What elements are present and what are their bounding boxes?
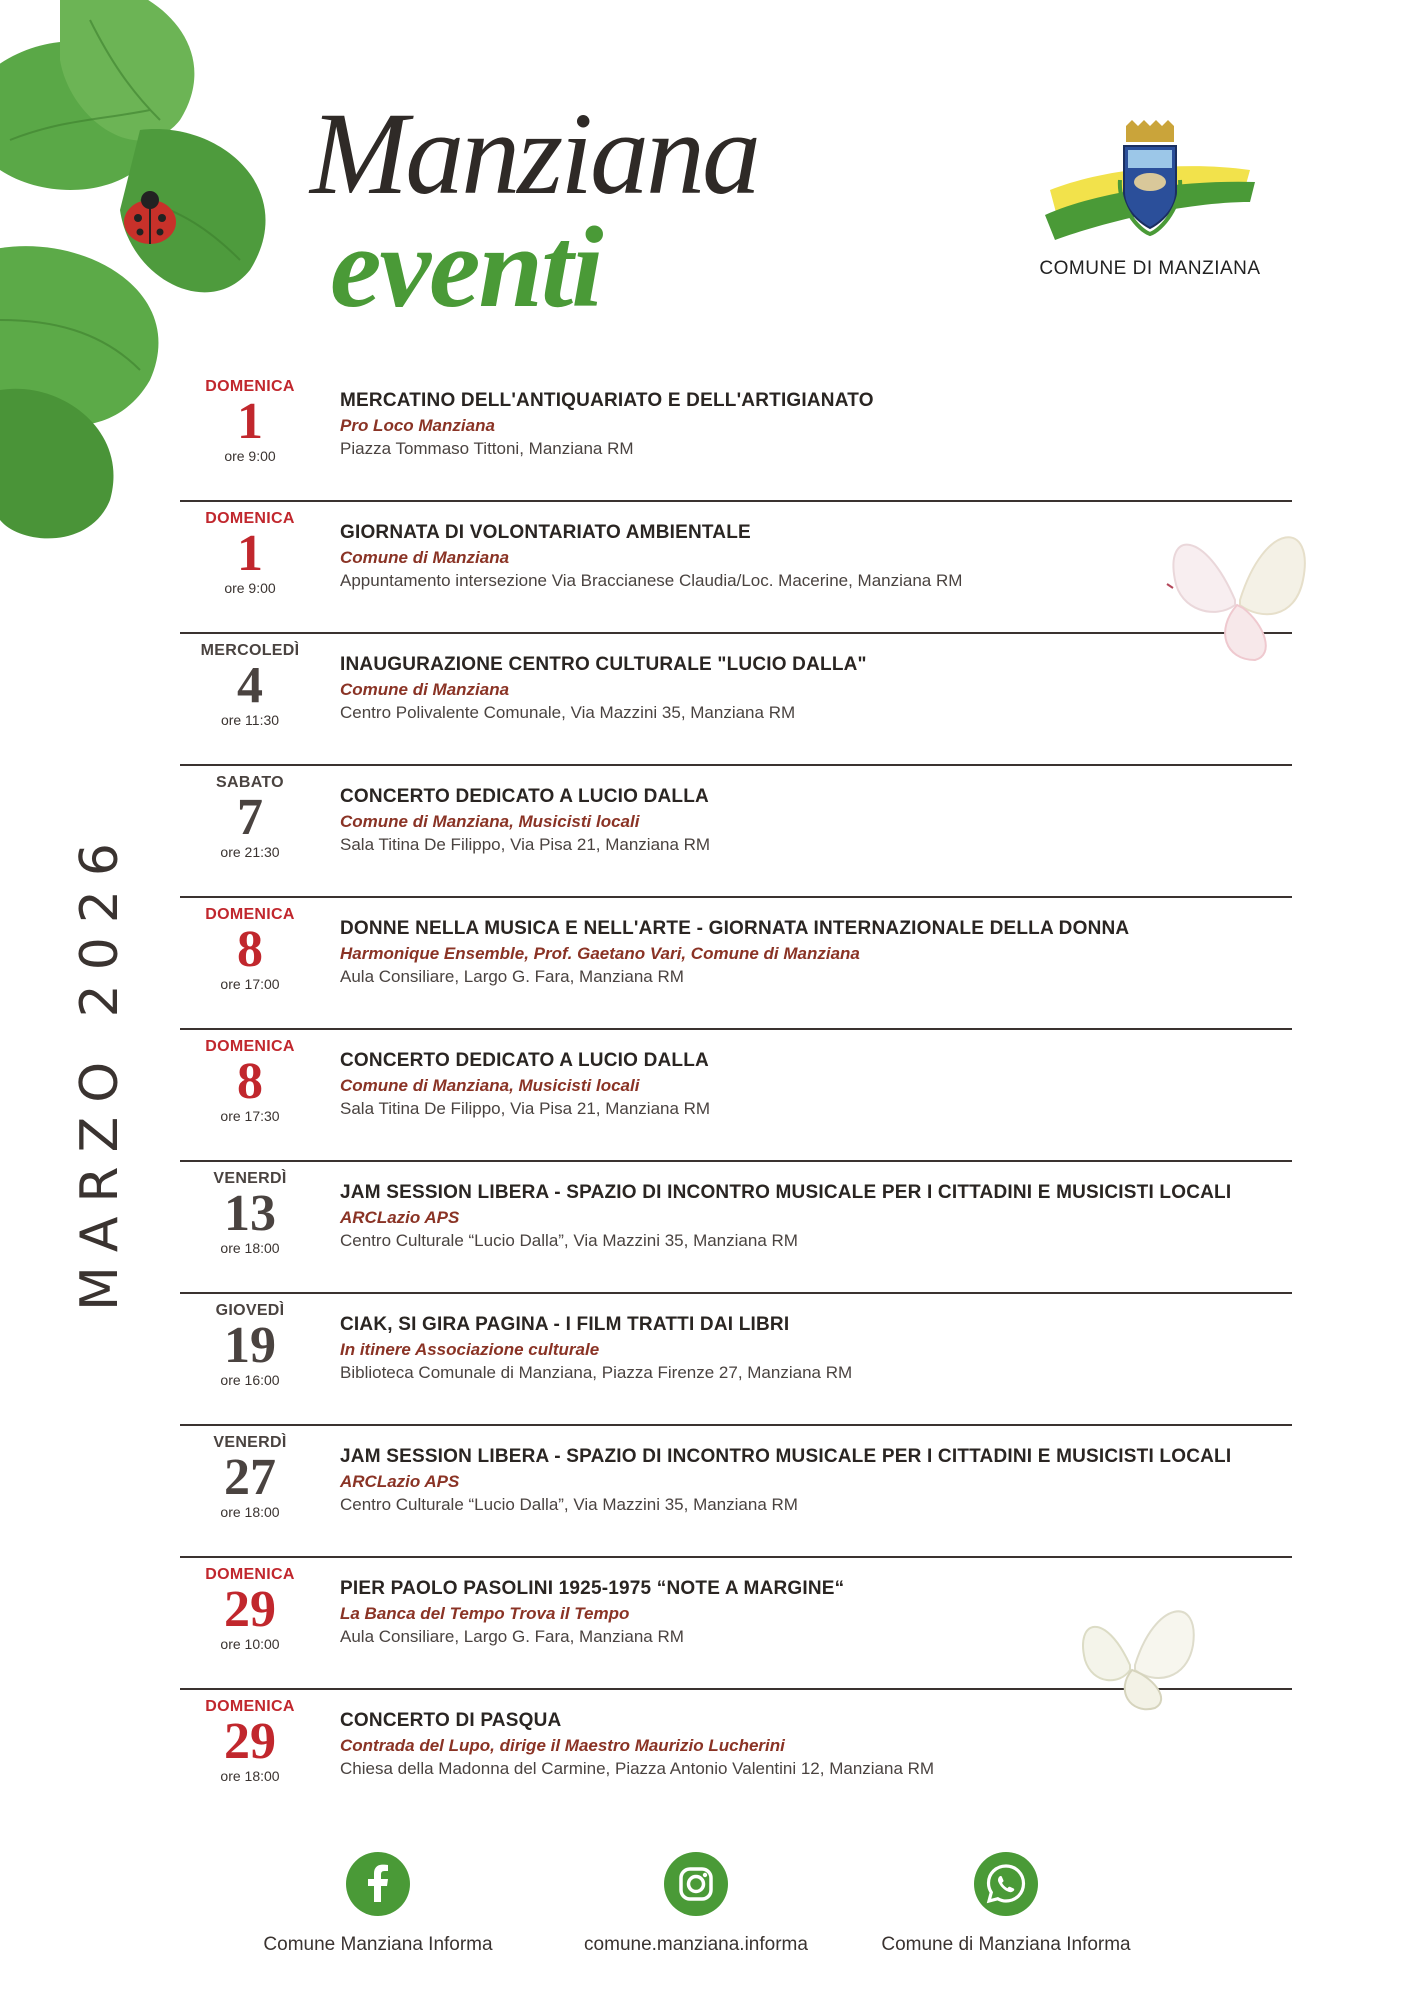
event-organizer: ARCLazio APS: [340, 1208, 460, 1227]
event-time: ore 17:30: [220, 1108, 280, 1124]
page-subtitle: eventi: [330, 204, 602, 332]
event-location: Chiesa della Madonna del Carmine, Piazza Antonio Valentini 12, Manziana RM: [340, 1759, 935, 1778]
event-title: INAUGURAZIONE CENTRO CULTURALE "LUCIO DALLA": [340, 654, 867, 675]
event-date: [180, 1038, 320, 1124]
event-title: CONCERTO DEDICATO A LUCIO DALLA: [340, 1050, 709, 1071]
event-location: Piazza Tommaso Tittoni, Manziana RM: [340, 439, 634, 458]
event-date: [180, 378, 320, 464]
event-item: [180, 768, 1292, 900]
event-day-name: DOMENICA: [205, 510, 295, 527]
event-organizer: La Banca del Tempo Trova il Tempo: [340, 1604, 630, 1623]
event-time: ore 9:00: [224, 580, 276, 596]
event-location: Centro Culturale “Lucio Dalla”, Via Mazzini 35, Manziana RM: [340, 1231, 798, 1250]
event-time: ore 16:00: [220, 1372, 280, 1388]
event-time: ore 21:30: [220, 844, 280, 860]
event-day-name: DOMENICA: [205, 1698, 295, 1715]
event-organizer: Comune di Manziana, Musicisti locali: [340, 1076, 640, 1095]
event-organizer: ARCLazio APS: [340, 1472, 460, 1491]
event-date: [180, 1302, 320, 1388]
event-info: [340, 786, 1300, 855]
comune-label: COMUNE DI MANZIANA: [1039, 258, 1261, 279]
event-day-number: 29: [224, 1581, 276, 1638]
event-time: ore 11:30: [220, 712, 280, 728]
event-organizer: Harmonique Ensemble, Prof. Gaetano Vari, Comune di Manziana: [340, 944, 860, 963]
social-facebook[interactable]: [218, 1852, 538, 1956]
event-item: [180, 1164, 1292, 1296]
whatsapp-icon[interactable]: [974, 1852, 1038, 1916]
event-title: CONCERTO DEDICATO A LUCIO DALLA: [340, 786, 709, 807]
event-title: MERCATINO DELL'ANTIQUARIATO E DELL'ARTIGIANATO: [340, 390, 874, 411]
event-location: Sala Titina De Filippo, Via Pisa 21, Manziana RM: [340, 835, 711, 854]
social-whatsapp[interactable]: [846, 1852, 1166, 1956]
event-day-number: 19: [224, 1317, 276, 1374]
event-date: [180, 774, 320, 860]
event-date: [180, 1566, 320, 1652]
event-time: ore 9:00: [224, 448, 276, 464]
event-time: ore 18:00: [220, 1240, 280, 1256]
event-info: [340, 1446, 1300, 1515]
event-location: Biblioteca Comunale di Manziana, Piazza Firenze 27, Manziana RM: [340, 1363, 853, 1382]
event-day-number: 13: [224, 1185, 276, 1242]
event-organizer: In itinere Associazione culturale: [340, 1340, 600, 1359]
event-location: Sala Titina De Filippo, Via Pisa 21, Manziana RM: [340, 1099, 711, 1118]
event-day-name: GIOVEDÌ: [215, 1302, 285, 1319]
event-day-name: DOMENICA: [205, 1038, 295, 1055]
event-location: Centro Polivalente Comunale, Via Mazzini 35, Manziana RM: [340, 703, 796, 722]
event-time: ore 17:00: [220, 976, 280, 992]
event-info: [340, 1182, 1300, 1251]
event-day-number: 4: [237, 657, 263, 714]
facebook-icon[interactable]: [346, 1852, 410, 1916]
event-organizer: Contrada del Lupo, dirige il Maestro Maurizio Lucherini: [340, 1736, 785, 1755]
event-date: [180, 510, 320, 596]
event-info: [340, 522, 1300, 591]
event-location: Aula Consiliare, Largo G. Fara, Manziana RM: [340, 1627, 684, 1646]
event-item: [180, 1296, 1292, 1428]
event-day-number: 1: [237, 525, 263, 582]
social-handle[interactable]: Comune di Manziana Informa: [881, 1934, 1131, 1955]
event-day-name: DOMENICA: [205, 378, 295, 395]
event-item: [180, 636, 1292, 768]
month-label: MARZO 2026: [70, 829, 130, 1311]
event-time: ore 10:00: [220, 1636, 280, 1652]
event-title: JAM SESSION LIBERA - SPAZIO DI INCONTRO MUSICALE PER I CITTADINI E MUSICISTI LOCALI: [340, 1446, 1232, 1467]
event-day-number: 27: [224, 1449, 276, 1506]
event-location: Centro Culturale “Lucio Dalla”, Via Mazzini 35, Manziana RM: [340, 1495, 798, 1514]
event-item: [180, 504, 1292, 636]
coat-of-arms-logo: [1040, 120, 1260, 250]
butterfly-icon: [1075, 1590, 1200, 1720]
event-info: [340, 1050, 1300, 1119]
event-day-number: 8: [237, 1053, 263, 1110]
event-day-name: MERCOLEDÌ: [200, 642, 300, 659]
event-day-name: SABATO: [216, 774, 284, 791]
event-organizer: Comune di Manziana, Musicisti locali: [340, 812, 640, 831]
event-info: [340, 390, 1300, 459]
event-item: [180, 1428, 1292, 1560]
event-date: [180, 906, 320, 992]
event-day-number: 7: [237, 789, 263, 846]
event-date: [180, 1434, 320, 1520]
event-info: [340, 918, 1300, 987]
social-instagram[interactable]: [536, 1852, 856, 1956]
event-item: [180, 372, 1292, 504]
event-item: [180, 900, 1292, 1032]
instagram-icon[interactable]: [664, 1852, 728, 1916]
event-info: [340, 1710, 1300, 1779]
event-day-name: VENERDÌ: [213, 1434, 287, 1451]
event-organizer: Pro Loco Manziana: [340, 416, 495, 435]
event-day-number: 8: [237, 921, 263, 978]
event-organizer: Comune di Manziana: [340, 680, 510, 699]
event-day-number: 29: [224, 1713, 276, 1770]
social-handle[interactable]: comune.manziana.informa: [584, 1934, 808, 1955]
event-location: Aula Consiliare, Largo G. Fara, Manziana RM: [340, 967, 684, 986]
event-organizer: Comune di Manziana: [340, 548, 510, 567]
event-day-name: DOMENICA: [205, 906, 295, 923]
event-day-number: 1: [237, 393, 263, 450]
event-time: ore 18:00: [220, 1768, 280, 1784]
event-date: [180, 642, 320, 728]
event-title: DONNE NELLA MUSICA E NELL'ARTE - GIORNATA INTERNAZIONALE DELLA DONNA: [340, 918, 1130, 939]
event-date: [180, 1698, 320, 1784]
event-title: PIER PAOLO PASOLINI 1925-1975 “NOTE A MARGINE“: [340, 1578, 845, 1599]
event-date: [180, 1170, 320, 1256]
event-title: JAM SESSION LIBERA - SPAZIO DI INCONTRO MUSICALE PER I CITTADINI E MUSICISTI LOCALI: [340, 1182, 1232, 1203]
event-day-name: VENERDÌ: [213, 1170, 287, 1187]
event-title: CONCERTO DI PASQUA: [340, 1710, 562, 1731]
event-info: [340, 1314, 1300, 1383]
event-title: CIAK, SI GIRA PAGINA - I FILM TRATTI DAI LIBRI: [340, 1314, 790, 1335]
butterfly-icon: [1165, 510, 1310, 670]
event-info: [340, 654, 1300, 723]
page-title: Manziana: [310, 88, 758, 219]
event-day-name: DOMENICA: [205, 1566, 295, 1583]
event-item: [180, 1032, 1292, 1164]
event-time: ore 18:00: [220, 1504, 280, 1520]
event-title: GIORNATA DI VOLONTARIATO AMBIENTALE: [340, 522, 751, 543]
social-handle[interactable]: Comune Manziana Informa: [263, 1934, 493, 1955]
event-location: Appuntamento intersezione Via Braccianese Claudia/Loc. Macerine, Manziana RM: [340, 571, 963, 590]
